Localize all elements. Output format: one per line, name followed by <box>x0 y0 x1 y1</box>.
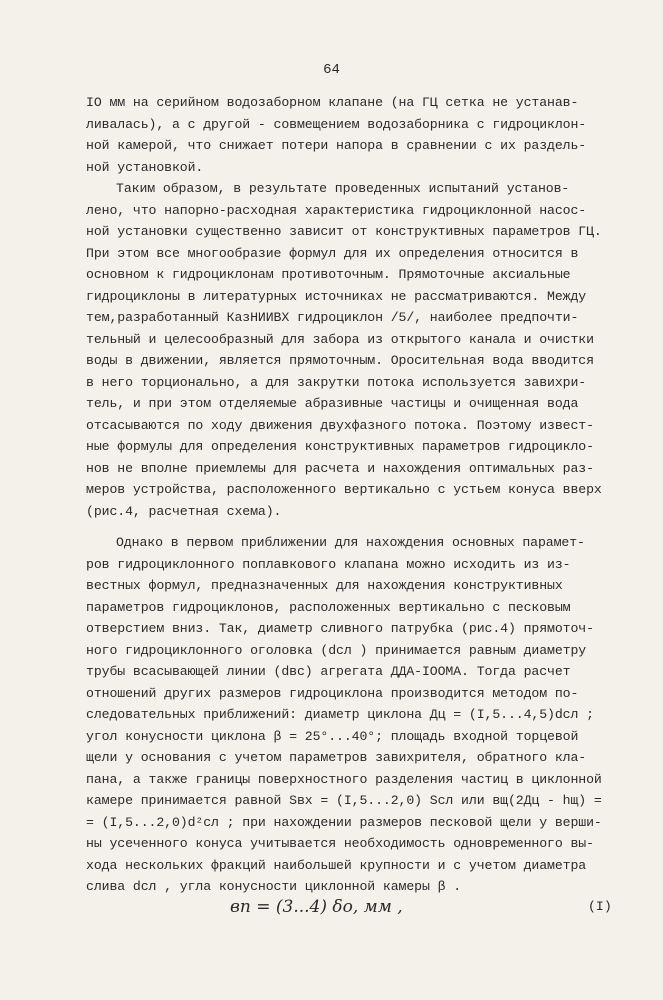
paragraph-2 <box>86 178 626 522</box>
text-line: ной установки существенно зависит от конструктивных параметров ГЦ. <box>86 224 602 239</box>
text-line: в него торционально, а для закрутки потока используется завихри- <box>86 374 587 390</box>
text-line: пана, а также границы поверхностного разделения частиц в циклонной <box>86 771 602 787</box>
text-line: При этом все многообразие формул для их определения относится в <box>86 245 579 261</box>
text-line: ров гидроциклонного поплавкового клапана можно исходить из из- <box>86 556 571 572</box>
text-line: основном к гидроциклонам противоточным. Прямоточные аксиальные <box>86 267 571 282</box>
text-line: Таким образом, в результате проведенных испытаний установ- <box>116 181 570 196</box>
text-line: гидроциклоны в литературных источниках не рассматриваются. Между <box>86 288 587 304</box>
body-text <box>86 92 626 522</box>
text-line: камере принимается равной Sвх = (I,5...2,0) Sсл или вщ(2Дц - hщ) = <box>86 793 602 808</box>
paragraph-3 <box>86 532 626 898</box>
text-line: воды в движении, является прямоточным. Оросительная вода вводится <box>86 353 594 368</box>
text-line: угол конусности циклона β = 25°...40°; площадь входной торцевой <box>86 728 579 744</box>
formula: вп = (3...4) δо, мм , <box>230 897 403 917</box>
text-line: IO мм на серийном водозаборном клапане (на ГЦ сетка не устанав- <box>86 95 579 110</box>
text-line: = (I,5...2,0)d²сл ; при нахождении размеров песковой щели у верши- <box>86 814 602 830</box>
text-line: трубы всасывающей линии (dвс) агрегата ДДА-IOOMA. Тогда расчет <box>86 664 571 679</box>
text-line: ливалась), а с другой - совмещением водозаборника с гидроциклон- <box>86 116 587 132</box>
page-number: 64 <box>323 62 340 78</box>
text-line: тельный и целесообразный для забора из открытого канала и очистки <box>86 331 594 347</box>
text-line: вестных формул, предназначенных для нахождения конструктивных <box>86 578 563 593</box>
text-line: Однако в первом приближении для нахождения основных парамет- <box>116 535 585 550</box>
text-line: отношений других размеров гидроциклона производится методом по- <box>86 685 579 701</box>
text-line: следовательных приближений: диаметр циклона Дц = (I,5...4,5)dсл ; <box>86 707 594 722</box>
text-line: тель, и при этом отделяемые абразивные частицы и очищенная вода <box>86 396 579 411</box>
text-line: меров устройства, расположенного вертикально с устьем конуса вверх <box>86 482 602 497</box>
equation-number: (I) <box>588 899 612 914</box>
text-line: ной установкой. <box>86 159 204 175</box>
text-line: ные формулы для определения конструктивных параметров гидроцикло- <box>86 439 594 454</box>
text-line: отсасываются по ходу движения двухфазного потока. Поэтому извест- <box>86 417 594 433</box>
body-text-continued <box>86 532 626 898</box>
text-line: ны усеченного конуса учитывается необходимость одновременного вы- <box>86 836 594 851</box>
text-line: (рис.4, расчетная схема). <box>86 503 282 519</box>
text-line: хода нескольких фракций наибольшей крупности и с учетом диаметра <box>86 857 587 873</box>
text-line: лено, что напорно-расходная характеристика гидроциклонной насос- <box>86 202 587 218</box>
text-line: ного гидроциклонного оголовка (dсл ) принимается равным диаметру <box>86 642 587 658</box>
text-line: отверстием вниз. Так, диаметр сливного патрубка (рис.4) прямоточ- <box>86 621 594 636</box>
text-line: ной камерой, что снижает потери напора в сравнении с их раздель- <box>86 138 587 153</box>
text-line: тем,разработанный КазНИИВХ гидроциклон /5/, наиболее предпочти- <box>86 310 579 325</box>
text-line: нов не вполне приемлемы для расчета и нахождения оптимальных раз- <box>86 460 594 476</box>
paragraph-1 <box>86 92 626 178</box>
text-line: слива dсл , угла конусности циклонной камеры β . <box>86 879 462 894</box>
text-line: параметров гидроциклонов, расположенных вертикально с песковым <box>86 599 571 615</box>
text-line: щели у основания с учетом параметров завихрителя, обратного кла- <box>86 750 587 765</box>
